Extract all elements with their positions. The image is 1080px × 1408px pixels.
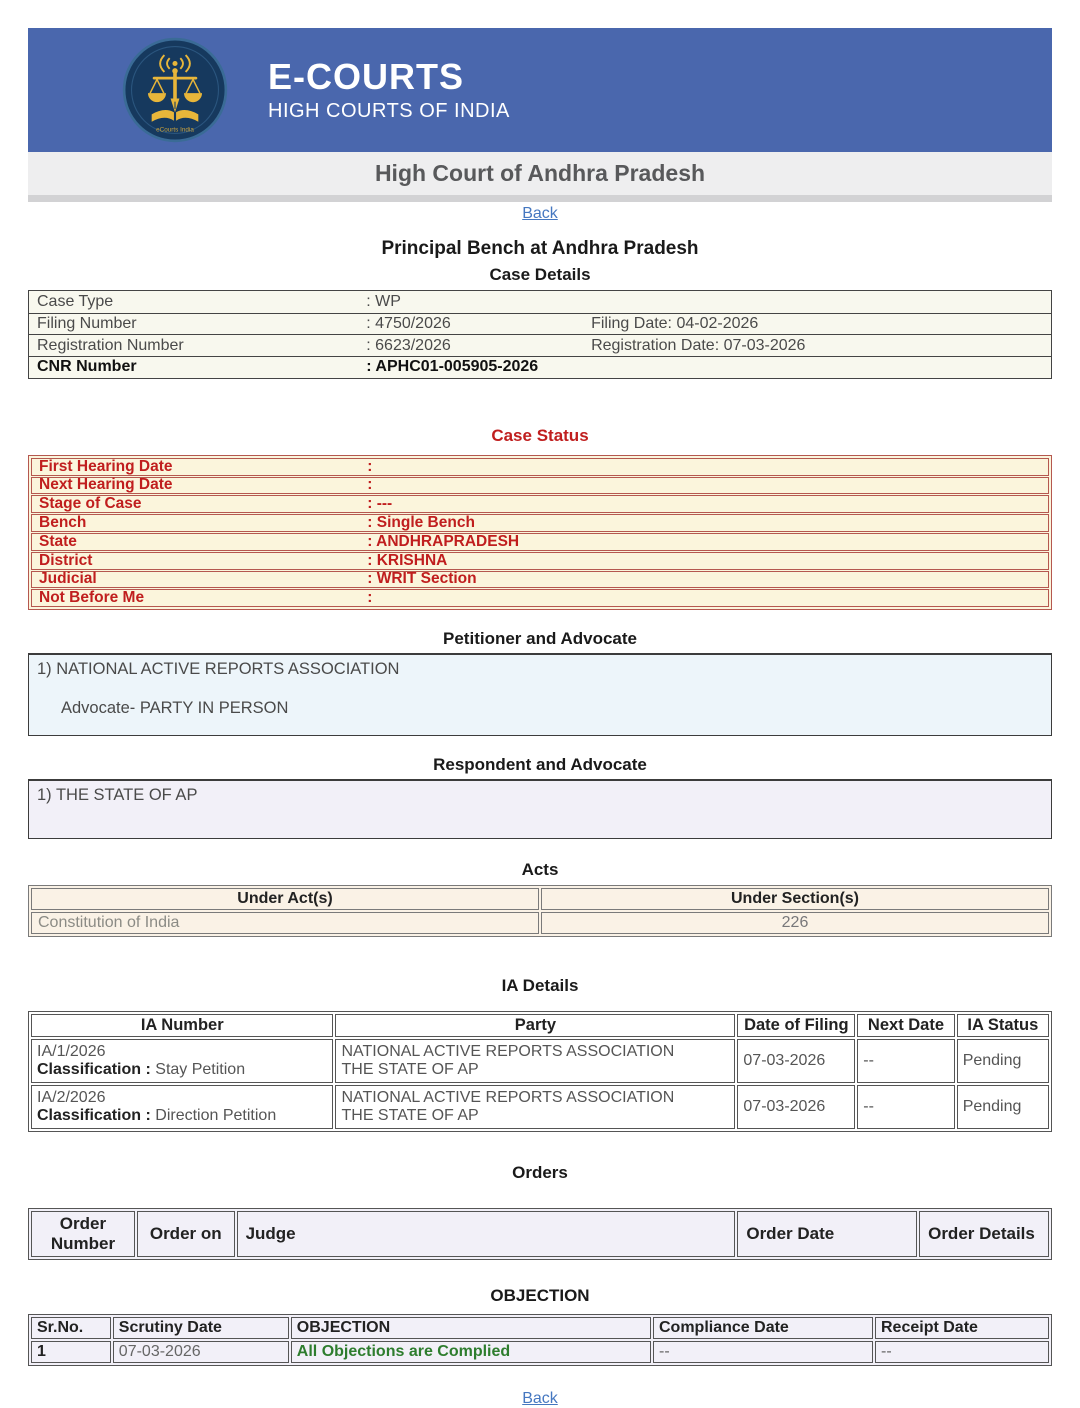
ia-date-of-filing: 07-03-2026 (737, 1085, 855, 1129)
ia-status: Pending (957, 1085, 1049, 1129)
objection-scrutiny-date: 07-03-2026 (113, 1341, 289, 1363)
section-value: 226 (541, 912, 1049, 934)
court-name-bar (28, 152, 1052, 195)
judge-column: Judge (237, 1211, 736, 1257)
ia-next-date: -- (857, 1085, 954, 1129)
judicial-value: : WRIT Section (367, 570, 477, 588)
ia-party-line2: THE STATE OF AP (341, 1061, 479, 1079)
table-row (31, 495, 1049, 513)
next-hearing-date-value: : (367, 476, 373, 494)
ia-details-table (28, 1011, 1052, 1132)
petitioner-advocate: Advocate- PARTY IN PERSON (61, 699, 289, 718)
bench-title: Principal Bench at Andhra Pradesh (381, 238, 699, 259)
table-header-row (31, 1317, 1049, 1339)
district-label: District (39, 551, 93, 569)
objection-status: All Objections are Complied (291, 1341, 651, 1363)
case-status-table (28, 455, 1052, 610)
banner (28, 28, 1052, 152)
table-row (31, 571, 1049, 589)
stage-of-case-value: : --- (367, 495, 393, 513)
table-row (29, 356, 1051, 378)
respondent-heading: Respondent and Advocate (433, 755, 647, 775)
receipt-date-column: Receipt Date (875, 1317, 1049, 1339)
case-details-heading: Case Details (489, 265, 591, 284)
cnr-number-label: CNR Number (37, 358, 137, 376)
case-type-label: Case Type (37, 292, 114, 310)
ia-party-line2: THE STATE OF AP (341, 1107, 479, 1125)
table-row (31, 533, 1049, 551)
state-label: State (39, 532, 77, 550)
ia-number-column: IA Number (31, 1014, 333, 1037)
ia-party-line1: NATIONAL ACTIVE REPORTS ASSOCIATION (341, 1043, 675, 1061)
table-row (29, 334, 1051, 356)
date-of-filing-column: Date of Filing (737, 1014, 855, 1037)
table-row (31, 912, 1049, 934)
table-row (29, 291, 1051, 313)
back-link-bottom[interactable]: Back (522, 1390, 558, 1408)
table-row (31, 1039, 1049, 1083)
table-row (31, 552, 1049, 570)
first-hearing-date-label: First Hearing Date (39, 457, 173, 475)
ecourts-logo (122, 37, 228, 143)
ia-next-date: -- (857, 1039, 954, 1083)
filing-date: Filing Date: 04-02-2026 (591, 315, 759, 333)
bench-value: : Single Bench (367, 514, 475, 532)
ia-details-heading: IA Details (501, 976, 579, 996)
back-link-top[interactable]: Back (522, 205, 558, 222)
table-row (31, 477, 1049, 495)
ia-party-line1: NATIONAL ACTIVE REPORTS ASSOCIATION (341, 1089, 675, 1107)
ia-date-of-filing: 07-03-2026 (737, 1039, 855, 1083)
bench-label: Bench (39, 514, 87, 532)
objection-receipt-date: -- (875, 1341, 1049, 1363)
stage-of-case-label: Stage of Case (39, 495, 142, 513)
scrutiny-date-column: Scrutiny Date (113, 1317, 289, 1339)
order-number-column: Order Number (31, 1211, 135, 1257)
order-details-column: Order Details (919, 1211, 1049, 1257)
not-before-me-label: Not Before Me (39, 589, 145, 607)
objection-srno: 1 (31, 1341, 111, 1363)
order-on-column: Order on (137, 1211, 235, 1257)
table-header-row (31, 1014, 1049, 1037)
table-row (31, 1085, 1049, 1129)
under-acts-column: Under Act(s) (31, 888, 539, 910)
objection-column: OBJECTION (291, 1317, 651, 1339)
ia-status: Pending (957, 1039, 1049, 1083)
srno-column: Sr.No. (31, 1317, 111, 1339)
classification-label: Classification : (37, 1107, 151, 1125)
state-value: : ANDHRAPRADESH (367, 532, 520, 550)
registration-date: Registration Date: 07-03-2026 (591, 336, 806, 354)
classification-label: Classification : (37, 1061, 151, 1079)
case-type-value: : WP (366, 292, 401, 310)
next-date-column: Next Date (857, 1014, 954, 1037)
case-status-heading: Case Status (491, 425, 589, 445)
court-name: High Court of Andhra Pradesh (374, 160, 706, 186)
table-row (31, 458, 1049, 476)
district-value: : KRISHNA (367, 551, 448, 569)
scales-of-justice-icon (122, 37, 228, 143)
petitioner-box (28, 653, 1052, 736)
ia-status-column: IA Status (957, 1014, 1049, 1037)
under-sections-column: Under Section(s) (541, 888, 1049, 910)
table-row (29, 313, 1051, 335)
registration-number-value: : 6623/2026 (366, 336, 451, 354)
classification-value: Direction Petition (155, 1107, 277, 1125)
table-row (31, 514, 1049, 532)
filing-number-label: Filing Number (37, 315, 137, 333)
table-row (31, 589, 1049, 607)
classification-value: Stay Petition (155, 1061, 246, 1079)
orders-table (28, 1208, 1052, 1260)
table-header-row (31, 888, 1049, 910)
order-date-column: Order Date (737, 1211, 917, 1257)
cnr-number-value: : APHC01-005905-2026 (366, 358, 539, 376)
not-before-me-value: : (367, 589, 373, 607)
objection-compliance-date: -- (653, 1341, 873, 1363)
logo-caption: eCourts India (156, 126, 194, 134)
orders-heading: Orders (512, 1163, 568, 1183)
app-title: E-COURTS (268, 55, 464, 97)
judicial-label: Judicial (39, 570, 97, 588)
first-hearing-date-value: : (367, 457, 373, 475)
acts-table (28, 885, 1052, 937)
table-header-row (31, 1211, 1049, 1257)
compliance-date-column: Compliance Date (653, 1317, 873, 1339)
app-subtitle: HIGH COURTS OF INDIA (268, 100, 510, 123)
party-column: Party (335, 1014, 735, 1037)
petitioner-heading: Petitioner and Advocate (443, 629, 637, 649)
act-value: Constitution of India (31, 912, 539, 934)
ia-number: IA/1/2026 (37, 1043, 106, 1061)
divider (28, 195, 1052, 202)
respondent-name: 1) THE STATE OF AP (37, 786, 198, 805)
ia-number: IA/2/2026 (37, 1089, 106, 1107)
acts-heading: Acts (521, 860, 559, 880)
respondent-box (28, 779, 1052, 839)
table-row (31, 1341, 1049, 1363)
objection-heading: OBJECTION (490, 1286, 590, 1306)
next-hearing-date-label: Next Hearing Date (39, 476, 173, 494)
registration-number-label: Registration Number (37, 336, 184, 354)
petitioner-name: 1) NATIONAL ACTIVE REPORTS ASSOCIATION (37, 660, 400, 679)
case-details-table (28, 290, 1052, 379)
objection-table (28, 1314, 1052, 1366)
filing-number-value: : 4750/2026 (366, 315, 451, 333)
